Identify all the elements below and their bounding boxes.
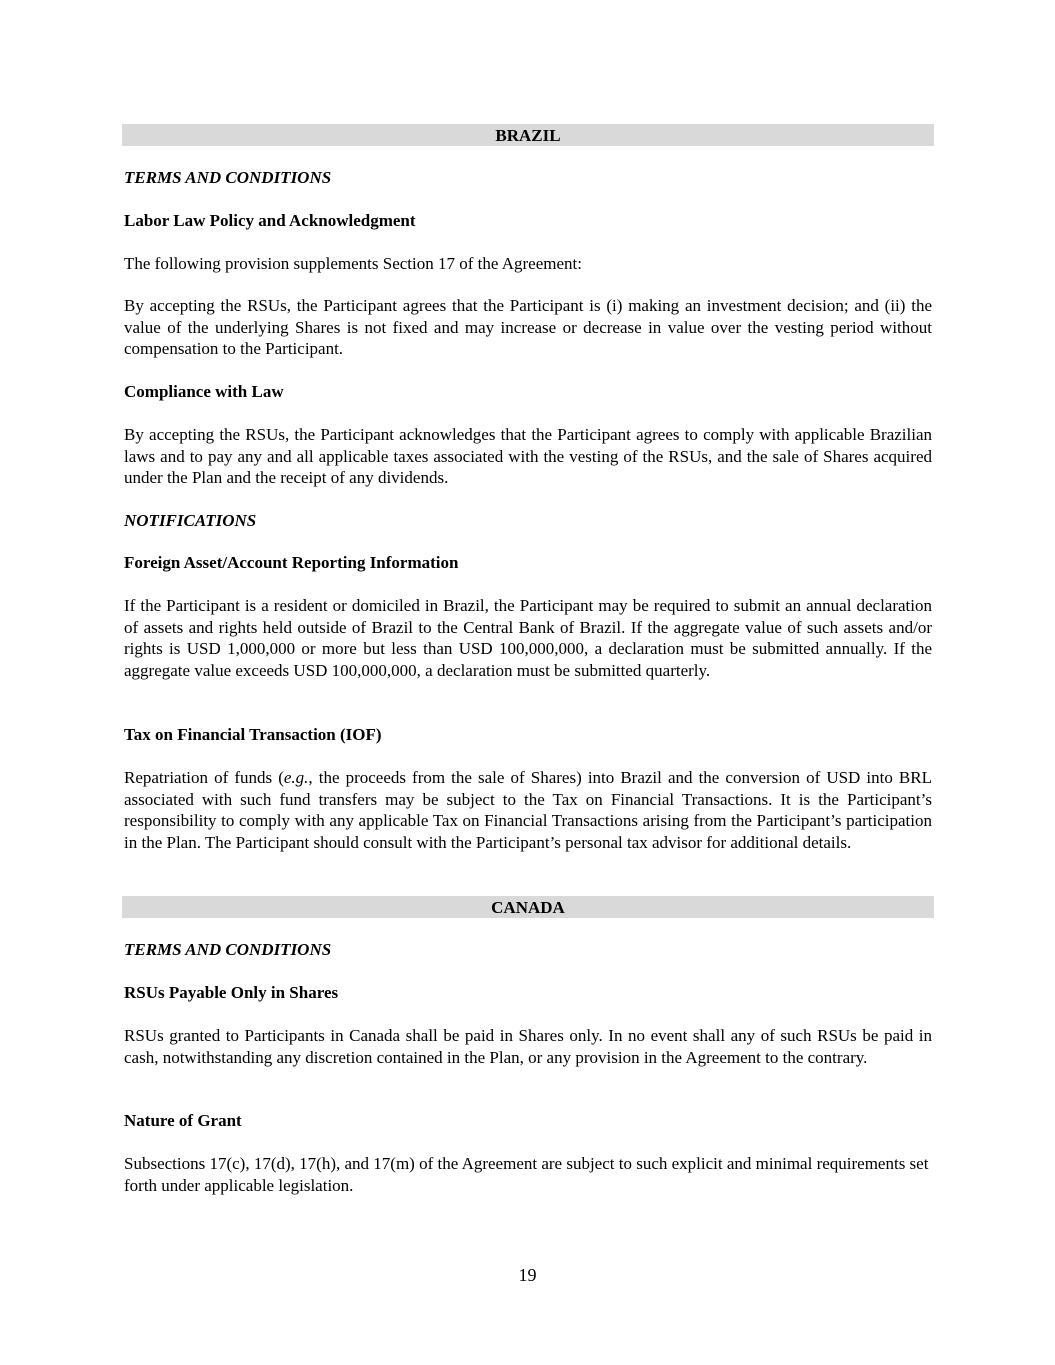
labor-law-heading: Labor Law Policy and Acknowledgment — [124, 211, 416, 230]
canada-section-bar: CANADA — [122, 896, 934, 918]
tax-iof-heading: Tax on Financial Transaction (IOF) — [124, 725, 382, 744]
nature-of-grant-heading: Nature of Grant — [124, 1111, 242, 1130]
nature-of-grant-body: Subsections 17(c), 17(d), 17(h), and 17(m) of the Agreement are subject to such explicit and minimal requirements set forth under applicable legislation. — [124, 1154, 929, 1195]
foreign-asset-heading: Foreign Asset/Account Reporting Information — [124, 553, 459, 572]
compliance-heading: Compliance with Law — [124, 382, 284, 401]
compliance-body: By accepting the RSUs, the Participant acknowledges that the Participant agrees to comply with applicable Brazilian laws and to pay any and all applicable taxes associated with the vesting of the RSUs, and the sale of Shares acquired under the Plan and the receipt of any dividends. — [124, 425, 932, 488]
canada-terms-heading: TERMS AND CONDITIONS — [124, 940, 332, 959]
brazil-terms-heading: TERMS AND CONDITIONS — [124, 168, 332, 187]
tax-iof-body-rest: , the proceeds from the sale of Shares) into Brazil and the conversion of USD into BRL associated with such fund transfers may be subject to the Tax on Financial Transactions. It is the Participant’s responsibility to comply with any applicable Tax on Financial Transactions arising from the Participant’s participation in the Plan. The Participant should consult with the Participant’s personal tax advisor for additional details. — [124, 768, 932, 852]
rsus-payable-heading: RSUs Payable Only in Shares — [124, 983, 339, 1002]
labor-law-intro: The following provision supplements Section 17 of the Agreement: — [124, 254, 582, 273]
brazil-section-bar: BRAZIL — [122, 124, 934, 146]
brazil-notifications-heading: NOTIFICATIONS — [124, 511, 257, 530]
labor-law-body: By accepting the RSUs, the Participant agrees that the Participant is (i) making an investment decision; and (ii) the value of the underlying Shares is not fixed and may increase or decrease in value over the vesting period without compensation to the Participant. — [124, 296, 932, 359]
page-number: 19 — [518, 1265, 537, 1285]
foreign-asset-body: If the Participant is a resident or domiciled in Brazil, the Participant may be required to submit an annual declaration of assets and rights held outside of Brazil to the Central Bank of Brazil. If the aggregate value of such assets and/or rights is USD 1,000,000 or more but less than USD 100,000,000, a declaration must be submitted annually. If the aggregate value exceeds USD 100,000,000, a declaration must be submitted quarterly. — [124, 596, 932, 680]
tax-iof-body — [124, 767, 932, 853]
rsus-payable-body: RSUs granted to Participants in Canada shall be paid in Shares only. In no event shall any of such RSUs be paid in cash, notwithstanding any discretion contained in the Plan, or any provision in the Agreement to the contrary. — [124, 1026, 932, 1067]
tax-iof-body-start: Repatriation of funds ( — [124, 768, 284, 787]
tax-iof-body-eg: e.g. — [283, 768, 309, 787]
